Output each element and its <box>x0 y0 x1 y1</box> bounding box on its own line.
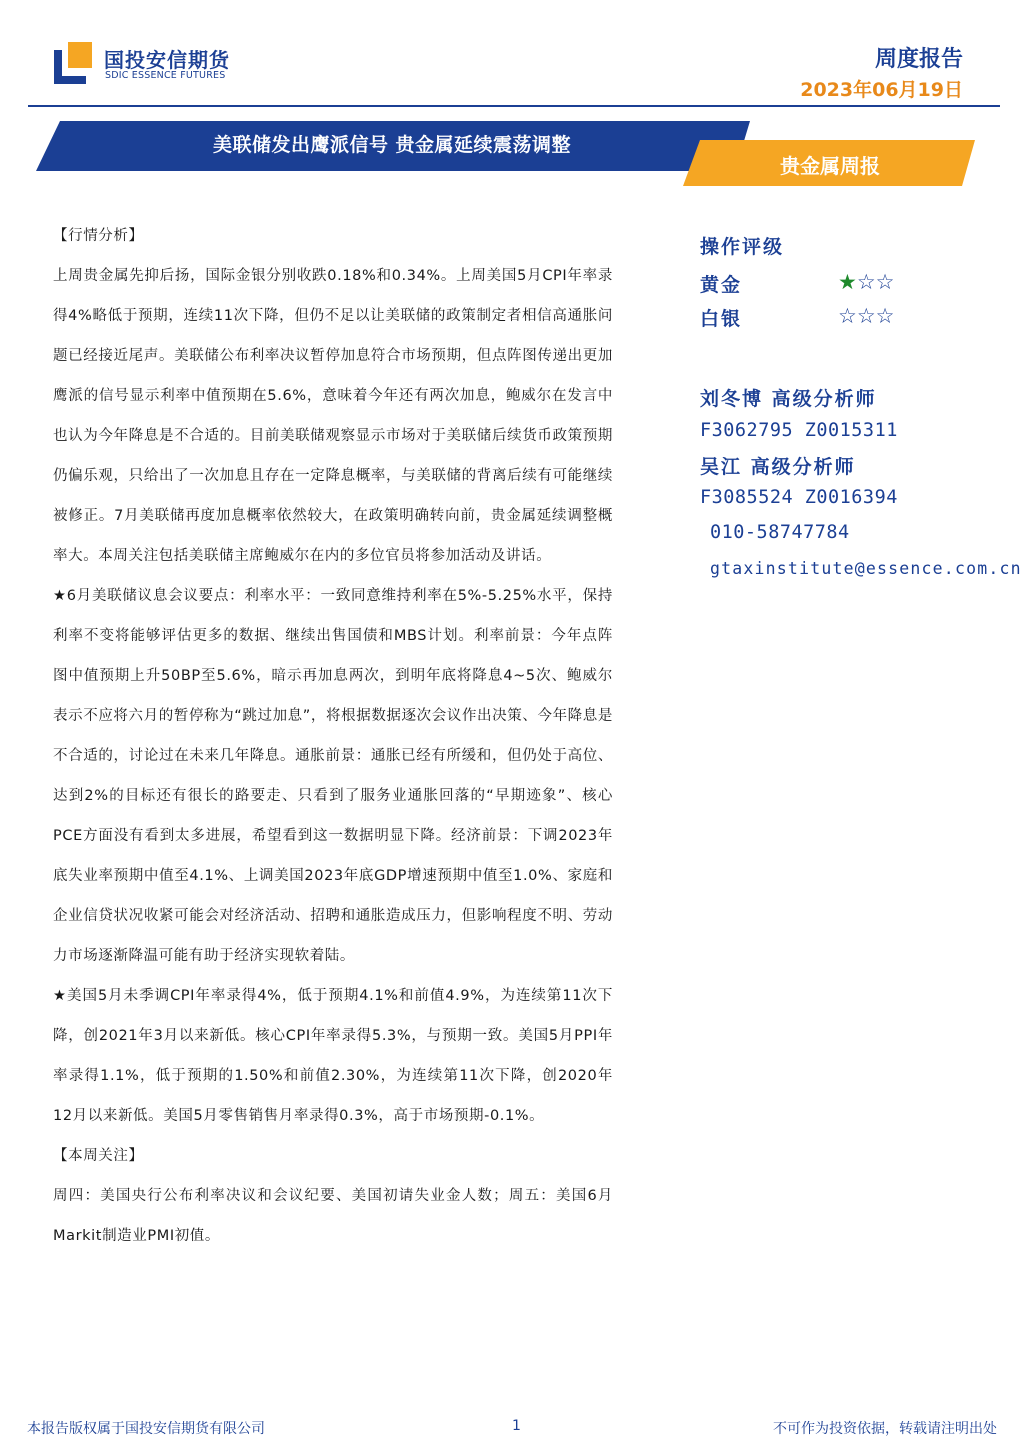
page-number: 1 <box>512 1418 521 1434</box>
rating-row-silver <box>700 304 895 331</box>
report-category-tag: 贵金属周报 <box>780 154 880 178</box>
report-type: 周度报告 <box>874 47 963 72</box>
contact-phone: 010-58747784 <box>710 522 850 543</box>
logo-text-cn: 国投安信期货 <box>104 48 230 72</box>
analyst-name: 吴江 高级分析师 <box>700 456 856 478</box>
star-rating-icon <box>838 304 894 328</box>
analyst-license: F3085524 Z0016394 <box>700 487 898 508</box>
rating-row-gold <box>700 270 895 297</box>
paragraph-cpi-data: ★美国5月未季调CPI年率录得4%，低于预期4.1%和前值4.9%，为连续第11次下降，创2021年3月以来新低。核心CPI年率录得5.3%，与预期一致。美国5月PPI年率录得1.1%，低于预期的1.50%和前值2.30%，为连续第11次下降，创2020年12月以来新低。美国5月零售销售月率录得0.3%，高于市场预期-0.1%。 <box>53 988 613 1124</box>
star-empty-icon: ☆ <box>838 304 857 328</box>
logo-mark-icon <box>54 42 92 84</box>
paragraph-market-overview: 上周贵金属先抑后扬，国际金银分别收跌0.18%和0.34%。上周美国5月CPI年率录得4%略低于预期，连续11次下降，但仍不足以让美联储的政策制定者相信高通胀问题已经接近尾声。美联储公布利率决议暂停加息符合市场预期，但点阵图传递出更加鹰派的信号显示利率中值预期在5.6%，意味着今年还有两次加息，鲍威尔在发言中也认为今年降息是不合适的。目前美联储观察显示市场对于美联储后续货币政策预期仍偏乐观，只给出了一次加息且存在一定降息概率，与美联储的背离后续有可能继续被修正。7月美联储再度加息概率依然较大，在政策明确转向前，贵金属延续调整概率大。本周关注包括美联储主席鲍威尔在内的多位官员将参加活动及讲话。 <box>53 268 613 564</box>
analyst-license: F3062795 Z0015311 <box>700 420 898 441</box>
paragraph-fomc-points: ★6月美联储议息会议要点：利率水平：一致同意维持利率在5%-5.25%水平，保持利率不变将能够评估更多的数据、继续出售国债和MBS计划。利率前景：今年点阵图中值预期上升50BP至5.6%，暗示再加息两次，到明年底将降息4~5次、鲍威尔表示不应将六月的暂停称为“跳过加息”，将根据数据逐次会议作出决策、今年降息是不合适的，讨论过在未来几年降息。通胀前景：通胀已经有所缓和，但仍处于高位、达到2%的目标还有很长的路要走、只看到了服务业通胀回落的“早期迹象”、核心PCE方面没有看到太多进展，希望看到这一数据明显下降。经济前景：下调2023年底失业率预期中值至4.1%、上调美国2023年底GDP增速预期中值至1.0%、家庭和企业信贷状况收紧可能会对经济活动、招聘和通胀造成压力，但影响程度不明、劳动力市场逐渐降温可能有助于经济实现软着陆。 <box>53 588 613 964</box>
report-date: 2023年06月19日 <box>800 79 963 101</box>
contact-email[interactable]: gtaxinstitute@essence.com.cn <box>710 559 1022 578</box>
rating-label: 白银 <box>700 308 743 330</box>
report-title: 美联储发出鹰派信号 贵金属延续震荡调整 <box>212 134 572 156</box>
star-filled-icon: ★ <box>838 270 857 294</box>
header-divider <box>28 105 1000 107</box>
paragraph-weekly-watch: 周四：美国央行公布利率决议和会议纪要、美国初请失业金人数；周五：美国6月Markit制造业PMI初值。 <box>53 1188 613 1244</box>
star-empty-icon: ☆ <box>856 270 876 294</box>
rating-label: 黄金 <box>700 274 743 296</box>
analyst-name: 刘冬博 高级分析师 <box>700 388 877 410</box>
footer-disclaimer: 不可作为投资依据，转载请注明出处 <box>773 1421 997 1437</box>
star-rating-icon <box>838 270 894 294</box>
market-analysis-body <box>53 216 613 1256</box>
section-heading-analysis: 【行情分析】 <box>53 228 144 244</box>
section-heading-watch: 【本周关注】 <box>53 1148 144 1164</box>
star-empty-icon: ☆ <box>875 270 895 294</box>
star-empty-icon: ☆ <box>856 304 876 328</box>
star-empty-icon: ☆ <box>875 304 895 328</box>
company-logo <box>54 42 244 88</box>
footer-copyright: 本报告版权属于国投安信期货有限公司 <box>27 1421 265 1437</box>
logo-text-en: SDIC ESSENCE FUTURES <box>105 70 226 81</box>
rating-title: 操作评级 <box>700 236 785 258</box>
